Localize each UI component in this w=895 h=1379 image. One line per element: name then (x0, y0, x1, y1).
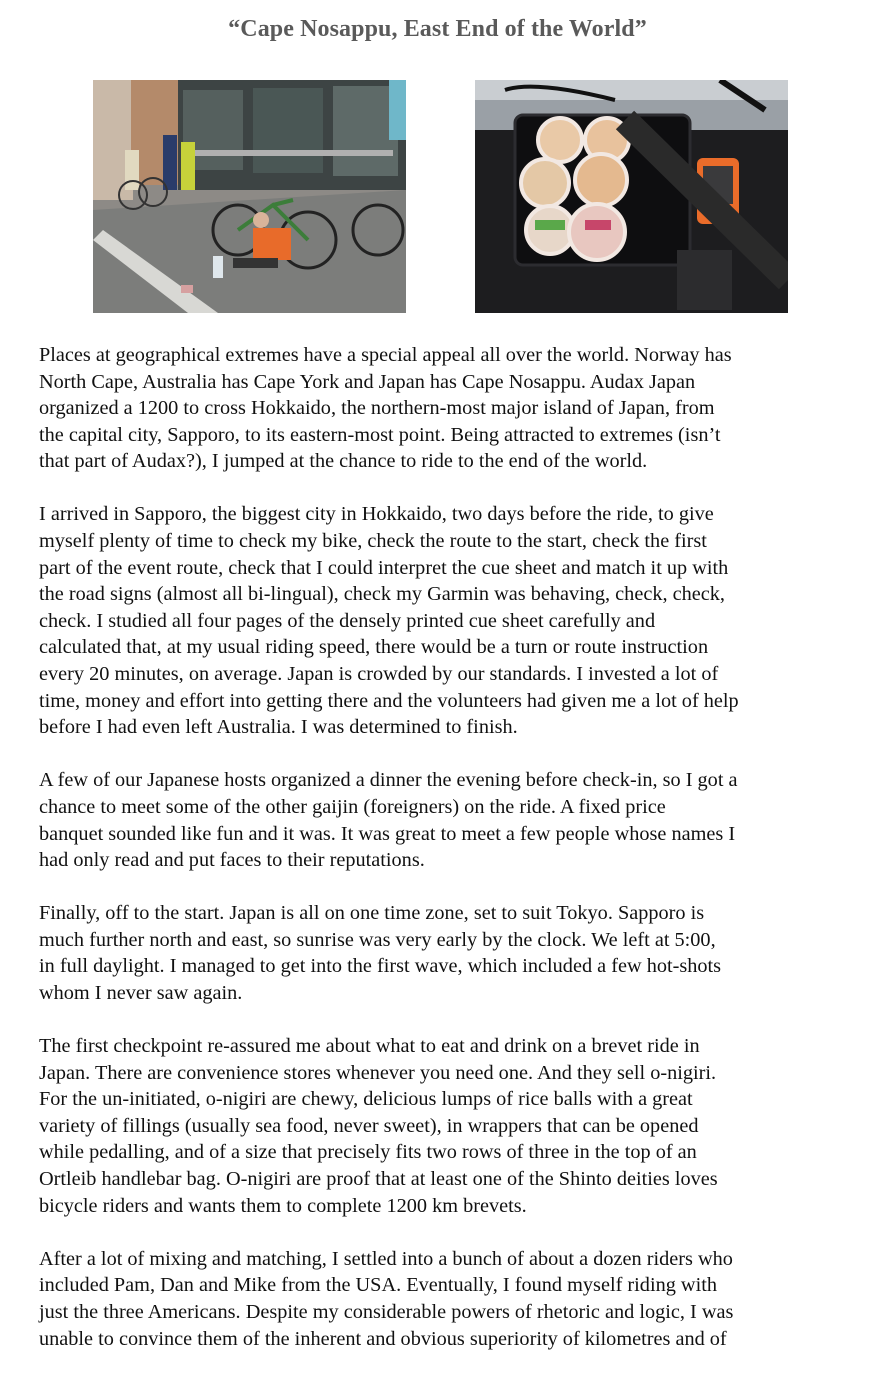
paragraph-line: in full daylight. I managed to get into the first wave, which included a few hot-shots (39, 955, 722, 978)
paragraph-line: the capital city, Sapporo, to its eastern-most point. Being attracted to extremes (isn’t (39, 423, 721, 446)
article-paragraph (39, 1033, 851, 1219)
paragraph-line: organized a 1200 to cross Hokkaido, the northern-most major island of Japan, from (39, 397, 715, 420)
article-paragraph (39, 900, 851, 1006)
paragraph-line: every 20 minutes, on average. Japan is crowded by our standards. I invested a lot of (39, 663, 719, 686)
paragraph-line: the road signs (almost all bi-lingual), check my Garmin was behaving, check, check, (39, 583, 725, 606)
paragraph-line: banquet sounded like fun and it was. It was great to meet a few people whose names I (39, 822, 736, 845)
paragraph-line: Finally, off to the start. Japan is all on one time zone, set to suit Tokyo. Sapporo is (39, 902, 705, 925)
paragraph-line: For the un-initiated, o-nigiri are chewy, delicious lumps of rice balls with a great (39, 1088, 693, 1111)
paragraph-line: I arrived in Sapporo, the biggest city in Hokkaido, two days before the ride, to give (39, 503, 714, 526)
article-paragraph (39, 1246, 851, 1352)
paragraph-line: that part of Audax?), I jumped at the chance to ride to the end of the world. (39, 450, 648, 473)
paragraph-line: time, money and effort into getting there and the volunteers had given me a lot of help (39, 689, 739, 712)
paragraph-line: Places at geographical extremes have a special appeal all over the world. Norway has (39, 344, 732, 366)
paragraph-line: unable to convince them of the inherent and obvious superiority of kilometres and of (39, 1327, 727, 1350)
paragraph-line: while pedalling, and of a size that precisely fits two rows of three in the top of an (39, 1141, 697, 1164)
paragraph-line: After a lot of mixing and matching, I settled into a bunch of about a dozen riders who (39, 1247, 733, 1270)
article-paragraph (39, 767, 851, 873)
paragraph-line: A few of our Japanese hosts organized a dinner the evening before check-in, so I got a (39, 769, 738, 792)
article-paragraph (39, 501, 851, 740)
paragraph-line: variety of fillings (usually sea food, never sweet), in wrappers that can be opened (39, 1114, 699, 1137)
photo-cyclists-at-store (93, 80, 406, 313)
article-paragraph (39, 342, 851, 475)
paragraph-line: chance to meet some of the other gaijin (foreigners) on the ride. A fixed price (39, 795, 666, 818)
paragraph-line: myself plenty of time to check my bike, check the route to the start, check the first (39, 530, 707, 553)
paragraph-line: before I had even left Australia. I was determined to finish. (39, 716, 518, 739)
paragraph-line: had only read and put faces to their reputations. (39, 849, 425, 872)
paragraph-line: part of the event route, check that I could interpret the cue sheet and match it up with (39, 556, 729, 579)
paragraph-line: check. I studied all four pages of the densely printed cue sheet carefully and (39, 609, 656, 632)
photo-handlebar-bag-onigiri (475, 80, 788, 313)
paragraph-line: calculated that, at my usual riding speed, there would be a turn or route instruction (39, 636, 709, 659)
paragraph-line: North Cape, Australia has Cape York and Japan has Cape Nosappu. Audax Japan (39, 370, 696, 393)
article-body (39, 342, 851, 1379)
paragraph-line: whom I never saw again. (39, 981, 243, 1004)
paragraph-line: just the three Americans. Despite my considerable powers of rhetoric and logic, I was (39, 1300, 734, 1323)
paragraph-line: included Pam, Dan and Mike from the USA. Eventually, I found myself riding with (39, 1274, 717, 1297)
document-title: “Cape Nosappu, East End of the World” (228, 16, 647, 42)
paragraph-line: much further north and east, so sunrise was very early by the clock. We left at 5:00, (39, 928, 716, 951)
paragraph-line: Japan. There are convenience stores whenever you need one. And they sell o-nigiri. (39, 1061, 717, 1084)
paragraph-line: bicycle riders and wants them to complete 1200 km brevets. (39, 1194, 527, 1217)
paragraph-line: The first checkpoint re-assured me about what to eat and drink on a brevet ride in (39, 1035, 700, 1058)
paragraph-line: Ortleib handlebar bag. O-nigiri are proof that at least one of the Shinto deities loves (39, 1168, 718, 1191)
